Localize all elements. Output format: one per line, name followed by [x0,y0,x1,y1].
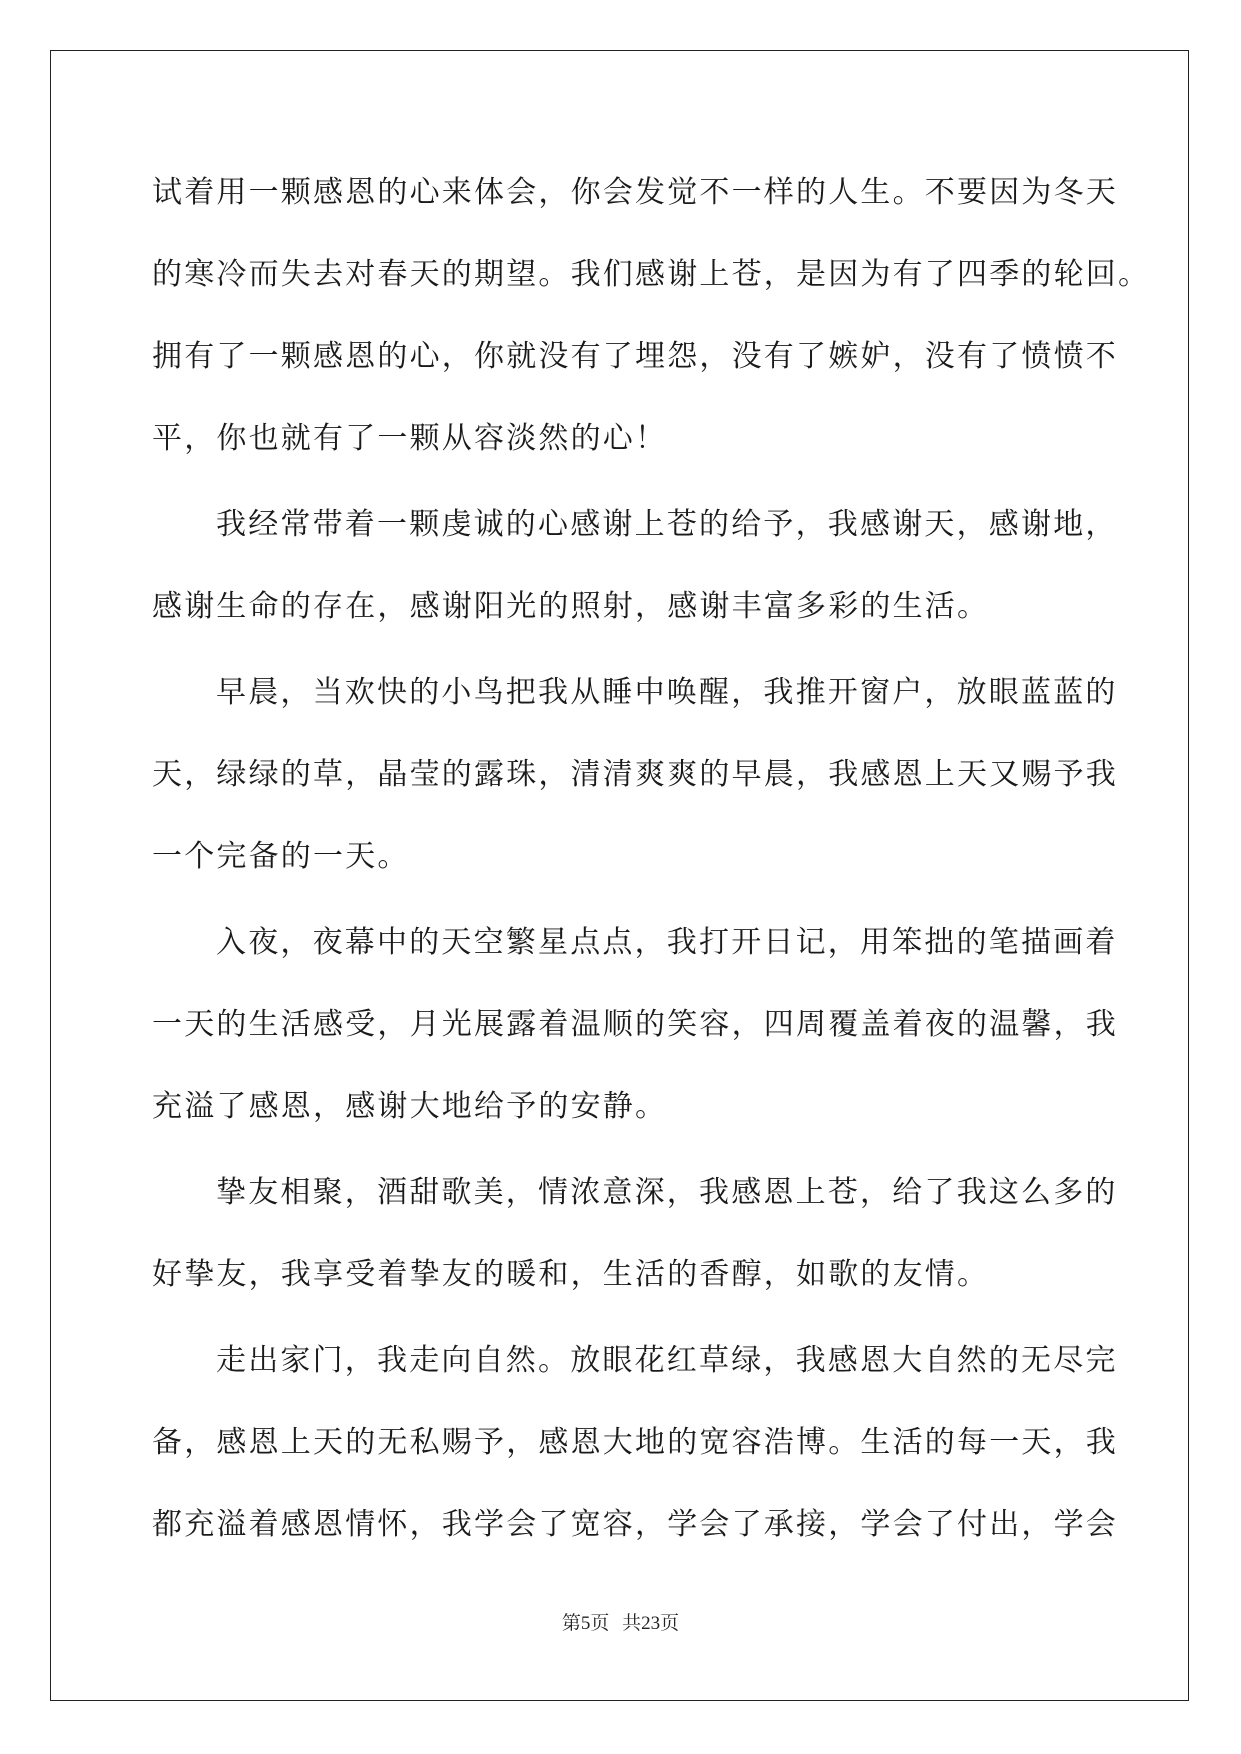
text-line: 一个完备的一天。 [152,839,410,874]
paragraph-6 [152,1320,1118,1566]
paragraph-1 [152,152,1151,480]
text-line: 走出家门，我走向自然。放眼花红草绿，我感恩大自然的无尽完 [216,1343,1118,1378]
total-page-count: 共23页 [622,1613,680,1634]
text-line: 好挚友，我享受着挚友的暖和，生活的香醇，如歌的友情。 [152,1257,990,1292]
text-line: 平，你也就有了一颗从容淡然的心！ [152,421,668,456]
paragraph-5 [152,1152,1118,1316]
text-line: 入夜，夜幕中的天空繁星点点，我打开日记，用笨拙的笔描画着 [216,925,1118,960]
paragraph-3 [152,652,1118,898]
text-line: 我经常带着一颗虔诚的心感谢上苍的给予，我感谢天，感谢地， [216,507,1118,542]
paragraph-2 [152,484,1118,648]
current-page-number: 第5页 [561,1613,610,1634]
text-line: 挚友相聚，酒甜歌美，情浓意深，我感恩上苍，给了我这么多的 [216,1175,1118,1210]
text-line: 一天的生活感受，月光展露着温顺的笑容，四周覆盖着夜的温馨，我 [152,1007,1118,1042]
text-line: 天，绿绿的草，晶莹的露珠，清清爽爽的早晨，我感恩上天又赐予我 [152,757,1118,792]
document-body [152,152,1151,1570]
text-line: 试着用一颗感恩的心来体会，你会发觉不一样的人生。不要因为冬天 [152,175,1118,210]
text-line: 的寒冷而失去对春天的期望。我们感谢上苍，是因为有了四季的轮回。 [152,257,1151,292]
text-line: 早晨，当欢快的小鸟把我从睡中唤醒，我推开窗户，放眼蓝蓝的 [216,675,1118,710]
text-line: 感谢生命的存在，感谢阳光的照射，感谢丰富多彩的生活。 [152,589,990,624]
paragraph-4 [152,902,1118,1148]
text-line: 拥有了一颗感恩的心，你就没有了埋怨，没有了嫉妒，没有了愤愤不 [152,339,1118,374]
text-line: 备，感恩上天的无私赐予，感恩大地的宽容浩博。生活的每一天，我 [152,1425,1118,1460]
page-footer [0,1608,1241,1635]
text-line: 充溢了感恩，感谢大地给予的安静。 [152,1089,668,1124]
text-line: 都充溢着感恩情怀，我学会了宽容，学会了承接，学会了付出，学会 [152,1507,1118,1542]
